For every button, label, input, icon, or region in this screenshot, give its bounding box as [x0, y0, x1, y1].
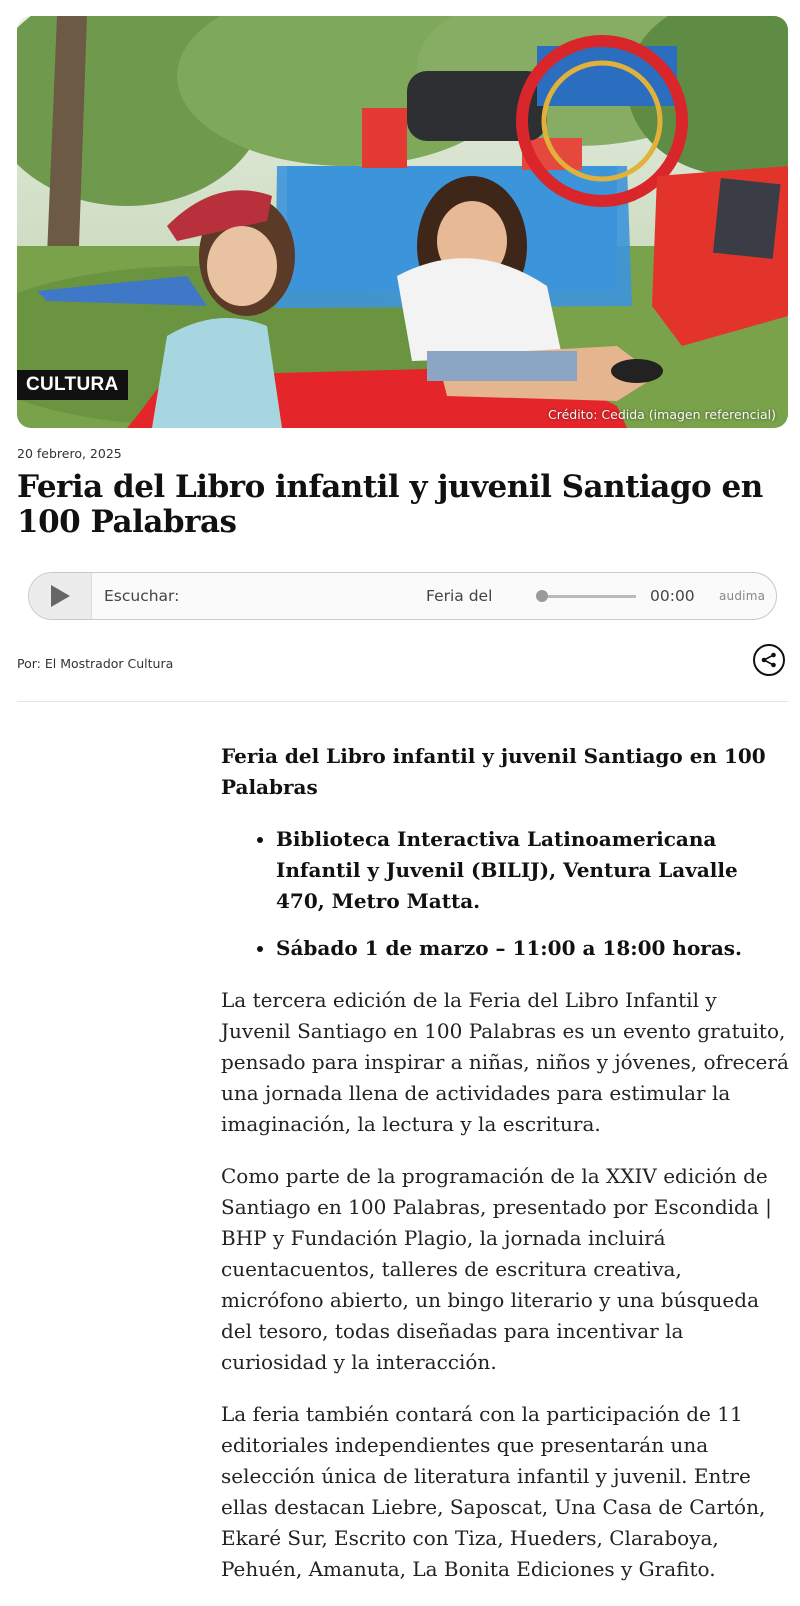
paragraph-3: La feria también contará con la participación de 11 editoriales independientes que presentarán una selección única de literatura infantil y juvenil. Entre ellas destacan Liebre, Saposcat, Una Casa de Cartón, Ekaré Sur, Escrito con Tiza, Hueders, Claraboya, Pehuén, Amanuta, La Bonita Ediciones y Grafito.: [221, 1402, 766, 1581]
event-date-time: • Sábado 1 de marzo – 11:00 a 18:00 horas.: [276, 933, 789, 964]
event-location: • Biblioteca Interactiva Latinoamericana Infantil y Juvenil (BILIJ), Ventura Lavalle 470, Metro Matta.: [276, 824, 789, 917]
publish-date: 20 febrero, 2025: [17, 446, 122, 461]
share-icon: [761, 652, 777, 668]
header-divider: [17, 701, 788, 702]
author-byline: Por: El Mostrador Cultura: [17, 656, 174, 671]
category-badge[interactable]: CULTURA: [17, 370, 128, 400]
share-button[interactable]: [753, 644, 785, 676]
hero-image[interactable]: [17, 16, 788, 428]
progress-track[interactable]: [542, 595, 636, 598]
audima-logo[interactable]: audima: [719, 589, 766, 603]
article-lead: Feria del Libro infantil y juvenil Santiago en 100 Palabras: [221, 744, 766, 799]
listen-label: Escuchar:: [104, 587, 180, 605]
article-body: [221, 741, 789, 1606]
hero-photo: [17, 16, 788, 428]
article-title: Feria del Libro infantil y juvenil Santiago en 100 Palabras: [17, 469, 763, 540]
play-icon[interactable]: [29, 573, 92, 619]
elapsed-time: 00:00: [650, 587, 695, 605]
progress-knob[interactable]: [536, 590, 548, 602]
paragraph-1: La tercera edición de la Feria del Libro Infantil y Juvenil Santiago en 100 Palabras es un evento gratuito, pensado para inspirar a niñas, niños y jóvenes, ofrecerá una jornada llena de actividades para estimular la imaginación, la lectura y la escritura.: [221, 988, 789, 1136]
event-details-list: [221, 824, 789, 964]
image-credit: Crédito: Cedida (imagen referencial): [547, 407, 776, 422]
track-title: Feria del: [426, 587, 493, 605]
paragraph-2: Como parte de la programación de la XXIV edición de Santiago en 100 Palabras, presentado por Escondida | BHP y Fundación Plagio, la jornada incluirá cuentacuentos, talleres de escritura creativa, micrófono abierto, un bingo literario y una búsqueda del tesoro, todas diseñadas para incentivar la curiosidad y la interacción.: [221, 1164, 772, 1374]
audio-player: [28, 572, 777, 620]
